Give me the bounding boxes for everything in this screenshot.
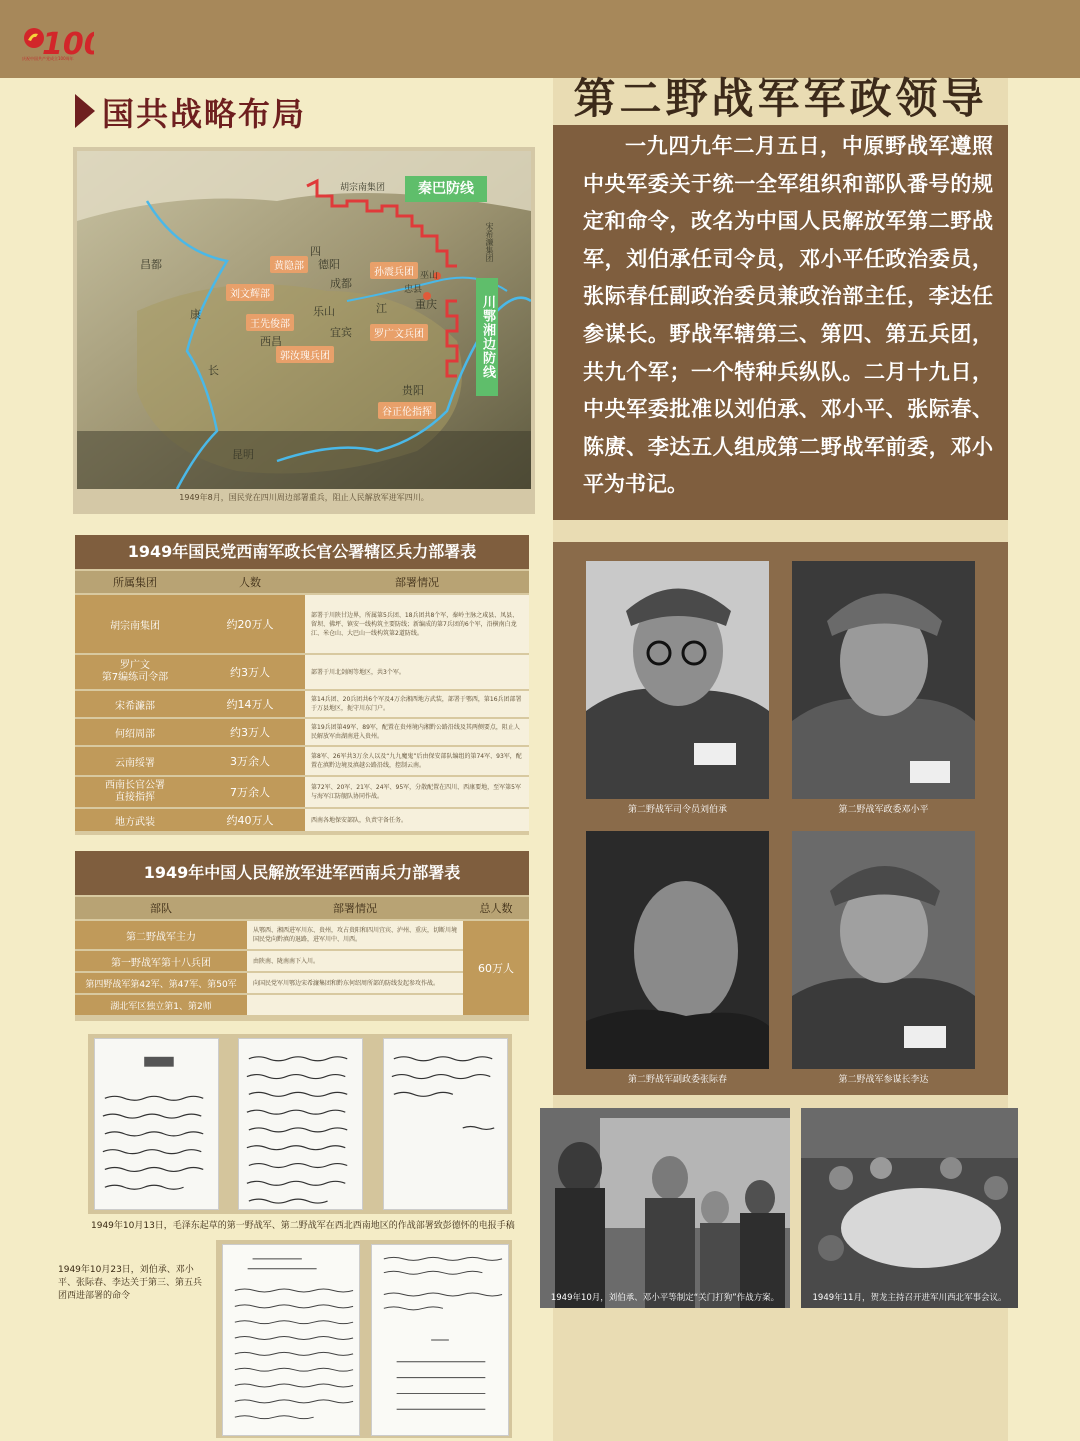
portrait-liu-bocheng bbox=[586, 561, 769, 799]
map-place: 康 bbox=[190, 308, 201, 321]
table-cell: 由陕南、陇南南下入川。 bbox=[247, 951, 463, 971]
kmt-deployment-table bbox=[75, 535, 529, 835]
table-cell: 西南长官公署 直接指挥 bbox=[75, 777, 195, 807]
table-header: 部队 bbox=[75, 897, 247, 919]
table-header: 总人数 bbox=[463, 897, 529, 919]
map-place: 昌都 bbox=[140, 258, 162, 271]
table-cell: 部署于川北剑阁等地区，共3个军。 bbox=[305, 655, 529, 689]
page-title: 第二野战军军政领导 bbox=[573, 74, 988, 123]
table-cell: 湖北军区独立第1、第2师 bbox=[75, 995, 247, 1015]
table-cell: 60万人 bbox=[463, 921, 529, 1015]
table-cell: 3万余人 bbox=[195, 747, 305, 775]
table-row bbox=[75, 921, 529, 949]
table-row bbox=[75, 995, 529, 1015]
table-cell: 第四野战军第42军、第47军、第50军 bbox=[75, 973, 247, 993]
map-place: 成都 bbox=[330, 277, 352, 290]
table-cell: 罗广文 第7编练司令部 bbox=[75, 655, 195, 689]
svg-text:100: 10 bbox=[42, 27, 84, 62]
photo-caption: 1949年11月，贺龙主持召开进军川西北军事会议。 bbox=[812, 1293, 1007, 1303]
map-place: 宜宾 bbox=[330, 326, 352, 339]
table-cell: 云南绥署 bbox=[75, 747, 195, 775]
table-row bbox=[75, 777, 529, 807]
order-document-page bbox=[371, 1244, 509, 1436]
table-title: 1949年国民党西南军政长官公署辖区兵力部署表 bbox=[75, 535, 529, 569]
qinba-defense-label: 秦巴防线 bbox=[405, 176, 487, 202]
table-row bbox=[75, 973, 529, 993]
table-cell bbox=[247, 995, 463, 1015]
table-row bbox=[75, 719, 529, 745]
table-cell: 第8军、26军共3万余人以及“九九魔鬼”后由保安部队编组的第74军、93军，配置在滇黔边境及滇越公路沿线，控制云南。 bbox=[305, 747, 529, 775]
table-cell: 胡宗南集团 bbox=[75, 595, 195, 653]
portrait-caption: 第二野战军司令员刘伯承 bbox=[627, 805, 727, 815]
map-force-label: 罗广文兵团 bbox=[370, 324, 428, 341]
table-header: 人数 bbox=[195, 571, 305, 593]
handwritten-telegram-page bbox=[94, 1038, 219, 1210]
table-cell: 第72军、20军、21军、24军、95军，分散配置在四川、西康要地，至军第5军与海军江防舰队协同作战。 bbox=[305, 777, 529, 807]
map-force-label: 王先俊部 bbox=[246, 314, 294, 331]
map-place: 江 bbox=[376, 302, 387, 315]
map-force-label: 黄隐部 bbox=[270, 256, 308, 273]
table-cell: 第14兵团、20兵团共6个军及4万余湘西地方武装，部署于鄂西，第16兵团部署于万县地区，扼守川东门户。 bbox=[305, 691, 529, 717]
map-place: 忠县 bbox=[404, 285, 423, 295]
table-title: 1949年中国人民解放军进军西南兵力部署表 bbox=[75, 851, 529, 895]
map-route-label: 胡宗南集团 bbox=[340, 183, 386, 193]
portrait-caption: 第二野战军政委邓小平 bbox=[838, 805, 929, 815]
table-header: 部署情况 bbox=[247, 897, 463, 919]
document-caption: 1949年10月23日，刘伯承、邓小平、张际春、李达关于第三、第五兵团西进部署的命令 bbox=[58, 1265, 203, 1301]
table-cell: 约20万人 bbox=[195, 595, 305, 653]
table-header: 所属集团 bbox=[75, 571, 195, 593]
map-force-label: 郭汝瑰兵团 bbox=[276, 346, 334, 363]
table-cell: 地方武装 bbox=[75, 809, 195, 831]
section-arrow-icon bbox=[75, 94, 95, 128]
table-cell: 何绍周部 bbox=[75, 719, 195, 745]
map-force-label: 刘文辉部 bbox=[226, 284, 274, 301]
map-place: 巫山 bbox=[420, 271, 439, 281]
map-place: 贵阳 bbox=[402, 384, 424, 397]
document-caption: 1949年10月13日，毛泽东起草的第一野战军、第二野战军在西北西南地区的作战部署致彭德怀的电报手稿 bbox=[91, 1221, 515, 1231]
map-force-label: 孙震兵团 bbox=[370, 262, 418, 279]
table-cell: 第一野战军第十八兵团 bbox=[75, 951, 247, 971]
photo-helong-meeting bbox=[801, 1108, 1018, 1308]
map-place: 长 bbox=[208, 364, 219, 377]
table-header: 部署情况 bbox=[305, 571, 529, 593]
table-cell: 部署于川陕甘边界，所属第5兵团、18兵团共8个军，秦岭主脉之咸县、凤县、留坝、佛坪、镇安一线构筑主要防线；新编成的第7兵团的6个军，沿横南白龙江、米仓山、大巴山一线构筑第2道防线。 bbox=[305, 595, 529, 653]
portrait-caption: 第二野战军副政委张际春 bbox=[627, 1075, 727, 1085]
map-place: 四 bbox=[310, 245, 321, 258]
portrait-caption: 第二野战军参谋长李达 bbox=[838, 1075, 929, 1085]
map-place: 重庆 bbox=[415, 298, 437, 311]
portrait-zhang-jichun bbox=[586, 831, 769, 1069]
order-document-page bbox=[222, 1244, 360, 1436]
pla-deployment-table bbox=[75, 851, 529, 1021]
chuan-e-defense-label: 川鄂湘边防线 bbox=[476, 278, 498, 396]
table-row bbox=[75, 691, 529, 717]
table-cell: 向国民党军川鄂边宋希濂集团和黔东何绍周所部的防线发起参攻作战。 bbox=[247, 973, 463, 993]
table-row bbox=[75, 809, 529, 831]
table-cell: 第二野战军主力 bbox=[75, 921, 247, 949]
table-cell: 约40万人 bbox=[195, 809, 305, 831]
section-title: 国共战略布局 bbox=[102, 95, 307, 133]
table-cell: 从鄂西、湘西进军川东、贵州，攻占贵阳和四川宜宾、泸州、重庆，切断川境国民党向黔滇的退路，进军川中、川西。 bbox=[247, 921, 463, 949]
table-cell: 第19兵团第49军、89军，配置在贵州境内湘黔公路沿线及其两侧要点，阻止人民解放军由湖南进入贵州。 bbox=[305, 719, 529, 745]
table-cell: 7万余人 bbox=[195, 777, 305, 807]
table-cell: 约3万人 bbox=[195, 655, 305, 689]
map-place: 乐山 bbox=[313, 305, 335, 318]
photo-caption: 1949年10月，刘伯承、邓小平等制定“关门打狗”作战方案。 bbox=[550, 1293, 780, 1303]
logo-tagline: 庆祝中国共产党成立100周年 bbox=[22, 56, 74, 61]
photo-guanmen-dagou bbox=[540, 1108, 790, 1308]
table-cell: 约14万人 bbox=[195, 691, 305, 717]
table-row bbox=[75, 747, 529, 775]
map-place: 西昌 bbox=[260, 335, 282, 348]
portrait-deng-xiaoping bbox=[792, 561, 975, 799]
table-cell: 约3万人 bbox=[195, 719, 305, 745]
table-row bbox=[75, 595, 529, 653]
portrait-li-da bbox=[792, 831, 975, 1069]
table-cell: 宋希濂部 bbox=[75, 691, 195, 717]
intro-text: 一九四九年二月五日，中原野战军遵照中央军委关于统一全军组织和部队番号的规定和命令，改名为中国人民解放军第二野战军，刘伯承任司令员，邓小平任政治委员，张际春任副政治委员兼政治部主任，李达任参谋长。野战军辖第三、第四、第五兵团，共九个军；一个特种兵纵队。二月十九日，中央军委批准以刘伯承、邓小平、张际春、陈赓、李达五人组成第二野战军前委，邓小平为书记。 bbox=[583, 134, 993, 497]
map-caption: 1949年8月，国民党在四川周边部署重兵，阻止人民解放军进军四川。 bbox=[179, 493, 429, 502]
map-place: 昆明 bbox=[232, 448, 254, 461]
table-cell: 西南各地保安部队，负责守备任务。 bbox=[305, 809, 529, 831]
handwritten-telegram-page bbox=[383, 1038, 508, 1210]
map-route-label: 宋希濂集团 bbox=[485, 222, 494, 262]
table-row bbox=[75, 951, 529, 971]
table-row bbox=[75, 655, 529, 689]
handwritten-telegram-page bbox=[238, 1038, 363, 1210]
map-place: 德阳 bbox=[318, 258, 340, 271]
map-force-label: 谷正伦指挥 bbox=[378, 402, 436, 419]
